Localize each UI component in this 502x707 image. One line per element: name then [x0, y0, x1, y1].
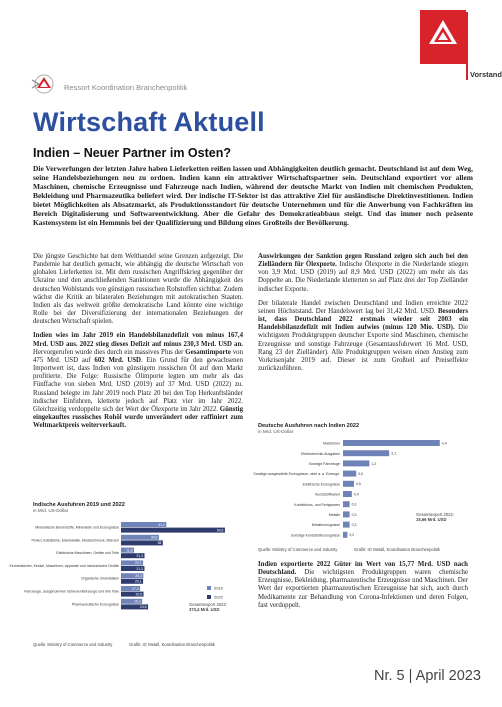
page-title: Wirtschaft Aktuell: [33, 107, 265, 137]
chart1-title: Indische Ausfuhren 2019 und 2022: [33, 502, 125, 508]
right-p2-a: Der bilaterale Handel zwischen Deutschland und Indien erreichte 2022 seinen Höchststand. Der Handelswert lag bei 31,42 Mrd. USD.: [258, 299, 468, 315]
chart1-bar: [121, 528, 225, 533]
chart1-value-label: 19,2: [134, 599, 141, 604]
right-paragraph-3: [258, 561, 468, 610]
chart1-note-label: Gesamtexport 2022:: [189, 602, 227, 607]
igmetall-logo: [420, 10, 466, 64]
left-column: [33, 253, 243, 436]
ressort-label: Ressort Koordination Branchenpolitik: [64, 83, 188, 92]
right-p1-bold: Auswirkungen der Sanktion gegen Russland zeigen sich auch bei den Zielländern für Ölexporte.: [258, 253, 468, 269]
chart2-graphic: Grafik: IG Metall, Koordination Branchenpolitik: [354, 547, 440, 552]
chart1-legend-label: 2019: [214, 585, 223, 591]
chart2-value-label: 0,3: [351, 512, 357, 517]
left-p2-a: Hervorgerufen wurde dies durch ein massives Plus der: [33, 348, 186, 356]
chart1-legend-swatch: [207, 595, 211, 599]
left-p2-bold: Indien wies im Jahr 2019 ein Handelsbilanzdefizit von minus 167,4 Mrd. USD aus. 2022 stieg dieses Defizit auf minus 230,3 Mrd. USD an.: [33, 332, 243, 348]
chart2-value-label: 1,2: [371, 461, 377, 466]
chart1-category-label: Kernreaktoren, Kessel, Maschinen, Apparate und mechanische Geräte: [9, 563, 119, 568]
chart2-title: Deutsche Ausfuhren nach Indien 2022: [258, 423, 360, 429]
chart2-category-label: Sonstige Fahrzeuge: [308, 462, 340, 466]
chart1-graphic: Grafik: IG Metall, Koordination Branchenpolitik: [129, 642, 215, 647]
chart1-value-label: 21,3: [136, 566, 143, 571]
chart2-note: [416, 512, 454, 522]
chart2-note-label: Gesamtexport 2022:: [416, 512, 454, 517]
chart1-value-label: 11,8: [126, 548, 133, 553]
chart2-category-label: Kunststoffwaren: [314, 492, 340, 497]
right-p3-text: Die wichtigsten Produktgruppen waren chemische Erzeugnisse, Bekleidung, pharmazeutische Erzeugnisse und Maschinen. Der Wert der exportierten pharmazeutischen Erzeugnisse hat sich, auch durch Medikamente zur Behandlung von Corona-Infektionen und deren Folgen, fast verdoppelt.: [258, 569, 468, 609]
left-p2-b: von 475 Mrd. USD auf: [33, 348, 243, 364]
chart2-category-label: Elektrische Erzeugnisse: [302, 482, 340, 487]
chart2-category-label: Sonstige Kunststofferzeugnisse: [291, 533, 340, 538]
chart2-note-value: 15,66 Mrd. USD: [416, 517, 447, 522]
chart-german-exports: [253, 423, 468, 553]
chart1-value-label: 17,4: [132, 586, 139, 591]
chart2-category-label: Maschinen: [323, 441, 340, 446]
chart2-bar: [343, 481, 354, 487]
left-p2-b2: 602 Mrd. USD: [94, 356, 141, 364]
chart1-bar: [121, 540, 163, 545]
vorstand-label: Vorstand: [470, 70, 502, 79]
chart1-value-label: 20,3: [135, 574, 142, 578]
chart1-value-label: 34,5: [150, 535, 158, 540]
triangle-logo-icon: [428, 18, 458, 56]
chart2-bar: [343, 450, 389, 456]
chart2-category-label: Metallerzeugnisse: [311, 523, 340, 528]
ressort-logo-icon: [30, 73, 58, 95]
chart1-note: [189, 602, 227, 612]
chart1-value-label: 21,4: [136, 554, 144, 558]
chart2-value-label: 0,3: [351, 502, 357, 507]
left-p2-bold2: Günstig eingekauftes russisches Rohöl wurde unverändert oder raffiniert zum Weltmarktpreis weiterverkauft.: [33, 405, 243, 430]
chart2-value-label: 2,1: [391, 451, 397, 456]
left-paragraph-1: Die jüngste Geschichte hat dem Welthandel seine Grenzen aufgezeigt. Die Pandemie hat deutlich gemacht, wie abhängig die deutsche Wirtschaft von globalen Lieferketten ist. Mit dem russischen Angriffskrieg gegenüber der Ukraine und den anschließenden Sanktionen wurde die Abhängigkeit des deutschen Wohlstands von günstigen russischen Rohstoffen sichtbar. Zudem wächst die Kritik an bilateralen Beziehungen mit autokratischen Staaten. Indien als das weltweit größte demokratische Land könnte eine wichtige Rolle bei der Diversifizierung der internationalen Beziehungen der deutschen Wirtschaft spielen.: [33, 253, 243, 326]
chart2-bar: [343, 501, 350, 507]
chart2-category-label: Sonstige ausgewählte Erzeugnisse, nicht a. a. Erzeugn.: [253, 472, 340, 477]
chart1-source: Quelle: Ministry of Commerce and Industry: [33, 642, 113, 647]
right-p2-bold: Besonders ist, dass Deutschland 2022 erstmals wieder seit 2003 ein Handelsbilanzdefizit mit Indien aufwies (minus 120 Mio. USD).: [258, 307, 468, 332]
chart2-plot: [253, 436, 468, 548]
chart2-value-label: 0,2: [349, 533, 355, 538]
chart2-value-label: 0,6: [358, 472, 364, 476]
chart1-legend-label: 2022: [214, 594, 223, 600]
chart2-bar: [343, 511, 350, 517]
chart2-bar: [343, 522, 350, 528]
chart2-source: Quelle: Ministry of Commerce and Industry: [258, 547, 338, 552]
right-p1-text: Indische Ölexporte in die Niederlande stiegen von 3,9 Mrd. USD (2019) auf 8,9 Mrd. USD (2022) um mehr als das Doppelte an. Die Niederlande kletterten so auf Platz drei der Top Zielländer indischer Exporte.: [258, 261, 469, 293]
right-column: [258, 253, 468, 379]
right-column-bottom: [258, 561, 468, 616]
right-paragraph-1: [258, 253, 468, 294]
left-p2-c: . Ein Grund für den gewachsenen Importwert ist, dass Indien von günstigem russischen Öl auf dem Markt profitierte. Die Folge: Russische Ölimporte legten um mehr als das Fünffache von sieben Mrd. USD (2019) auf 37 Mrd. USD (2022) zu. Russland belegte im Jahr 2019 noch Platz 20 bei den Top Herkunftsländer indischer Einfuhren, kletterte jedoch auf Platz vier im Jahr 2022. Gleichzeitig verdoppelte sich der Wert der Ölexporte im Jahr 2022.: [33, 356, 243, 413]
chart2-unit: in Mrd. US-Dollar: [258, 429, 294, 434]
chart1-value-label: 38: [157, 541, 162, 546]
article-subtitle: Indien – Neuer Partner im Osten?: [33, 146, 231, 160]
issue-footer: Nr. 5 | April 2023: [374, 668, 481, 684]
chart1-category-label: Fahrzeuge, ausgenommen Schienenfahrzeuge und ihre Teile: [24, 589, 119, 594]
chart2-bar: [343, 460, 369, 466]
chart2-bar: [343, 532, 347, 538]
chart2-value-label: 4,4: [441, 441, 447, 446]
chart1-value-label: 20,5: [135, 592, 143, 597]
chart2-bar: [343, 440, 440, 446]
right-paragraph-2: [258, 300, 468, 373]
chart1-category-label: Perlen, Edelsteine, Edelmetalle, Modeschmuck, Münzen: [31, 538, 119, 543]
chart2-value-label: 0,4: [353, 492, 359, 497]
right-p2-b: Die wichtigsten Produktgruppen deutscher Exporte sind Maschinen, chemische Erzeugnisse und sonstige Fahrzeuge (Gesamtausfuhrwert 16 Mrd. USD, Rang 23 der Zielländer). Alle Produktgruppen weisen einen Anstieg zum Vorkrisenjahr 2019 auf. Dieser ist zum Großteil auf Preiseffekte zurückzuführen.: [258, 324, 469, 373]
chart1-plot: [9, 516, 243, 636]
chart1-unit: in Mrd. US-Dollar: [33, 508, 69, 513]
chart2-value-label: 0,5: [356, 482, 361, 487]
chart2-bar: [343, 491, 352, 497]
chart1-value-label: 41,2: [158, 522, 165, 527]
chart1-category-label: Mineralische Brennstoffe, Mineralöle und Erzeugnisse: [35, 525, 119, 530]
left-p2-b1: Gesamtimporte: [185, 348, 231, 356]
chart2-bar: [343, 471, 356, 477]
chart2-category-label: Metalle: [328, 513, 340, 517]
left-paragraph-2: [33, 332, 243, 430]
chart1-legend-swatch: [207, 586, 211, 590]
chart1-category-label: Organische Chemikalien: [80, 576, 119, 581]
header-divider: [466, 12, 468, 80]
chart1-value-label: 20,1: [135, 579, 142, 584]
chart2-category-label: Konfektions- und Fertigwaren: [294, 502, 340, 507]
chart1-category-label: Pharmazeutische Erzeugnisse: [71, 602, 119, 607]
chart1-note-value: 373,4 Mrd. USD: [189, 607, 220, 612]
chart1-value-label: 24,6: [139, 605, 147, 610]
chart1-value-label: 94,5: [216, 528, 224, 533]
chart1-category-label: Elektrische Maschinen, Geräte und Teile: [56, 551, 119, 556]
intro-paragraph: Die Verwerfungen der letzten Jahre haben Lieferketten reißen lassen und Abhängigkeiten deutlich gemacht. Deutschland ist auf dem Weg, seine Handelsbeziehungen neu zu ordnen. Indien kann ein attraktiver Wirtschaftspartner sein. Deutschland exportiert vor allem Maschinen, chemische Erzeugnisse und Fahrzeuge nach Indien, während der deutsche Markt von Indien mit chemischen Produkten, Bekleidung und Pharmazeutika beliefert wird. Der indische IT-Sektor ist das attraktive Ziel für ausländische Direktinvestitionen. Indien bietet Möglichkeiten als Absatzmarkt, als Produktionsstandort für deutsche Unternehmen und für die Anwerbung von Fachkräften im Bereich Digitalisierung und Softwareentwicklung. Aber die Gefahr des Demokratieabbaus steigt. Und das immer noch präsente Kastensystem ist ein Hemmnis bei der Qualifizierung und Bildung eines Großteils der Bevölkerung.: [33, 164, 473, 228]
right-p3-bold: Indien exportierte 2022 Güter im Wert von 15,77 Mrd. USD nach Deutschland.: [258, 561, 468, 577]
chart-indian-exports: [9, 502, 243, 652]
chart1-value-label: 20,1: [135, 561, 142, 566]
chart2-category-label: Elektrotechnik-Ausgaben: [301, 451, 340, 456]
chart2-value-label: 0,3: [351, 523, 357, 527]
